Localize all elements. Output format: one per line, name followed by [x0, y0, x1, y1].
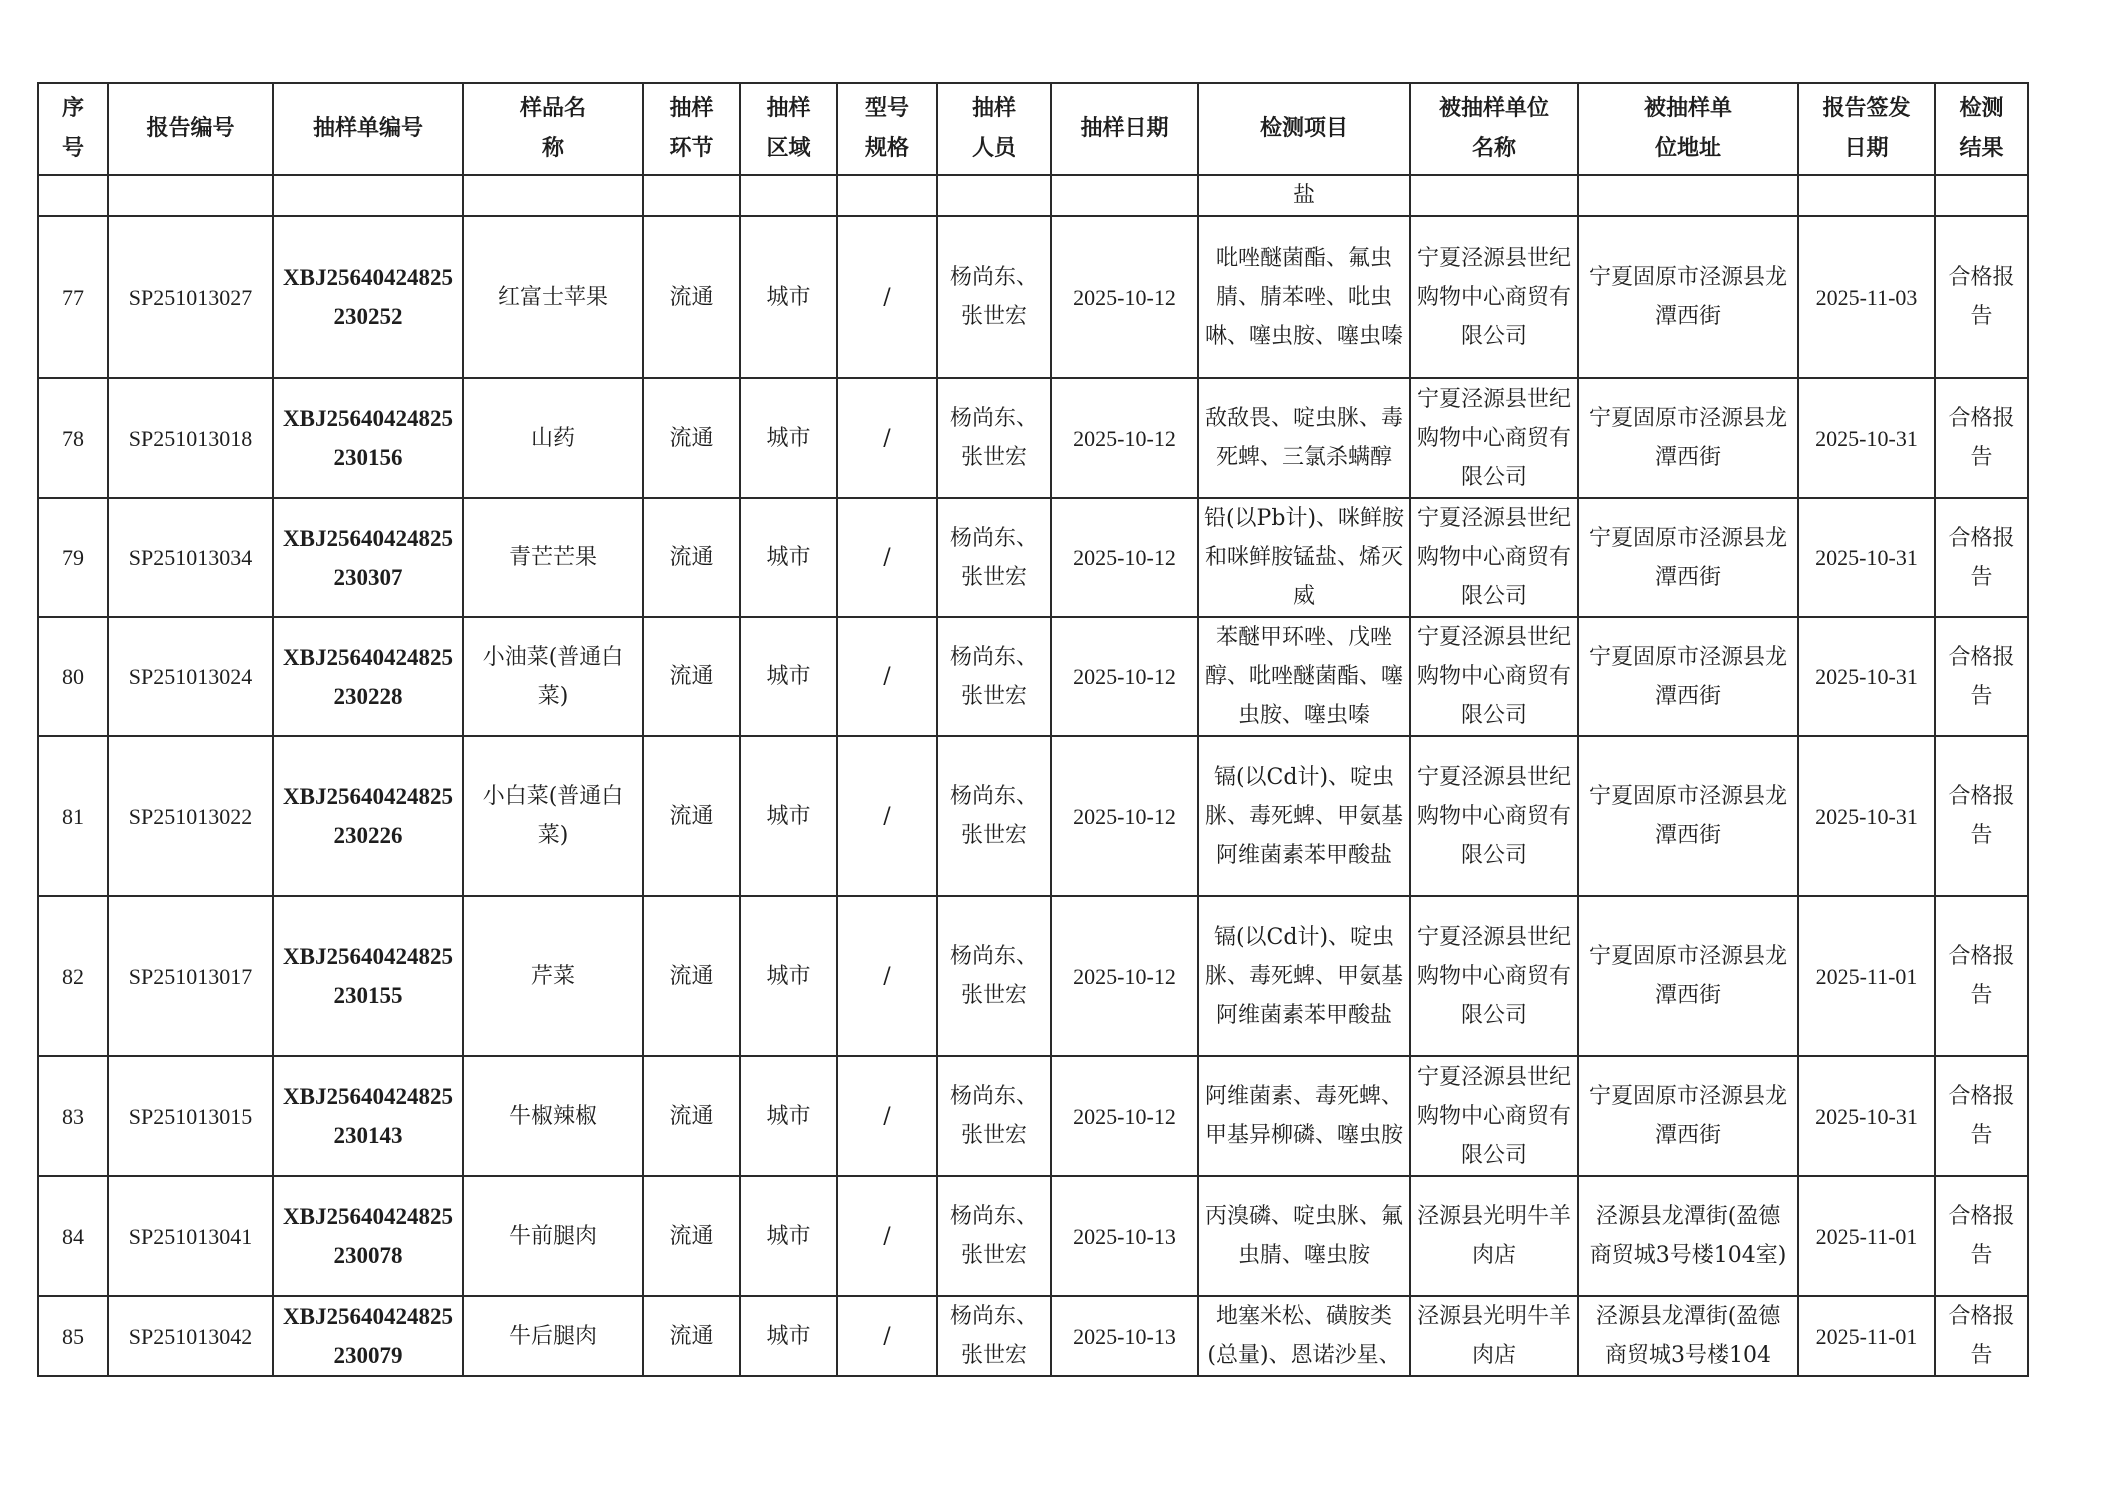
- cell-report-no: SP251013027: [108, 216, 273, 378]
- cell-sample-name: 牛前腿肉: [463, 1176, 643, 1296]
- header-sampler: 抽样人员: [937, 83, 1051, 175]
- cell-sample-date: 2025-10-12: [1051, 1056, 1198, 1176]
- header-sample-form-no: 抽样单编号: [273, 83, 463, 175]
- cell-empty: [273, 175, 463, 216]
- cell-unit-name: 宁夏泾源县世纪购物中心商贸有限公司: [1410, 896, 1578, 1056]
- cell-result: 合格报告: [1935, 896, 2028, 1056]
- cell-unit-address: 宁夏固原市泾源县龙潭西街: [1578, 896, 1798, 1056]
- cell-seq: 77: [38, 216, 108, 378]
- cell-seq: 79: [38, 498, 108, 617]
- cell-empty: [1410, 175, 1578, 216]
- cell-sample-name: 牛后腿肉: [463, 1296, 643, 1376]
- cell-report-no: SP251013042: [108, 1296, 273, 1376]
- cell-sample-stage: 流通: [643, 617, 740, 736]
- cell-test-items: 敌敌畏、啶虫脒、毒死蜱、三氯杀螨醇: [1198, 378, 1410, 498]
- table-row: [38, 736, 2028, 896]
- cell-test-items: 铅(以Pb计)、咪鲜胺和咪鲜胺锰盐、烯灭威: [1198, 498, 1410, 617]
- cell-test-items: 阿维菌素、毒死蜱、甲基异柳磷、噻虫胺: [1198, 1056, 1410, 1176]
- cell-sample-form-no: XBJ25640424825230143: [273, 1056, 463, 1176]
- cell-empty: [1051, 175, 1198, 216]
- cell-issue-date: 2025-10-31: [1798, 1056, 1935, 1176]
- cell-sample-name: 山药: [463, 378, 643, 498]
- cell-report-no: SP251013018: [108, 378, 273, 498]
- cell-sample-stage: 流通: [643, 896, 740, 1056]
- header-issue-date: 报告签发日期: [1798, 83, 1935, 175]
- cell-model-spec: /: [837, 1176, 937, 1296]
- cell-model-spec: /: [837, 378, 937, 498]
- cell-test-items: 地塞米松、磺胺类(总量)、恩诺沙星、: [1198, 1296, 1410, 1376]
- cell-sample-area: 城市: [740, 1296, 837, 1376]
- cell-sample-stage: 流通: [643, 1176, 740, 1296]
- inspection-results-table-container: [37, 82, 2029, 1377]
- cell-result: 合格报告: [1935, 617, 2028, 736]
- cell-test-items: 镉(以Cd计)、啶虫脒、毒死蜱、甲氨基阿维菌素苯甲酸盐: [1198, 736, 1410, 896]
- header-result: 检测结果: [1935, 83, 2028, 175]
- cell-result: 合格报告: [1935, 1296, 2028, 1376]
- cell-unit-address: 泾源县龙潭街(盈德商贸城3号楼104室): [1578, 1176, 1798, 1296]
- cell-result: 合格报告: [1935, 1176, 2028, 1296]
- cell-sample-date: 2025-10-12: [1051, 378, 1198, 498]
- cell-model-spec: /: [837, 1296, 937, 1376]
- cell-sample-name: 牛椒辣椒: [463, 1056, 643, 1176]
- cell-empty: [108, 175, 273, 216]
- table-row: [38, 216, 2028, 378]
- cell-result: 合格报告: [1935, 498, 2028, 617]
- cell-issue-date: 2025-11-01: [1798, 1176, 1935, 1296]
- cell-empty: [463, 175, 643, 216]
- cell-unit-name: 宁夏泾源县世纪购物中心商贸有限公司: [1410, 1056, 1578, 1176]
- cell-report-no: SP251013017: [108, 896, 273, 1056]
- cell-unit-address: 宁夏固原市泾源县龙潭西街: [1578, 1056, 1798, 1176]
- cell-sampler: 杨尚东、张世宏: [937, 1296, 1051, 1376]
- cell-unit-address: 宁夏固原市泾源县龙潭西街: [1578, 736, 1798, 896]
- table-header: [38, 83, 2028, 175]
- cell-sampler: 杨尚东、张世宏: [937, 896, 1051, 1056]
- cell-model-spec: /: [837, 1056, 937, 1176]
- cell-sample-area: 城市: [740, 378, 837, 498]
- cell-test-items: 吡唑醚菌酯、氟虫腈、腈苯唑、吡虫啉、噻虫胺、噻虫嗪: [1198, 216, 1410, 378]
- cell-unit-address: 宁夏固原市泾源县龙潭西街: [1578, 378, 1798, 498]
- cell-sample-date: 2025-10-12: [1051, 617, 1198, 736]
- header-sample-area: 抽样区域: [740, 83, 837, 175]
- cell-empty: [1798, 175, 1935, 216]
- cell-empty: [1935, 175, 2028, 216]
- cell-sample-name: 红富士苹果: [463, 216, 643, 378]
- cell-unit-name: 宁夏泾源县世纪购物中心商贸有限公司: [1410, 216, 1578, 378]
- cell-report-no: SP251013034: [108, 498, 273, 617]
- cell-sample-stage: 流通: [643, 1056, 740, 1176]
- cell-test-items: 丙溴磷、啶虫脒、氟虫腈、噻虫胺: [1198, 1176, 1410, 1296]
- cell-empty: [740, 175, 837, 216]
- cell-issue-date: 2025-11-03: [1798, 216, 1935, 378]
- cell-sampler: 杨尚东、张世宏: [937, 617, 1051, 736]
- cell-sample-form-no: XBJ25640424825230307: [273, 498, 463, 617]
- cell-result: 合格报告: [1935, 1056, 2028, 1176]
- cell-sample-area: 城市: [740, 216, 837, 378]
- cell-sample-area: 城市: [740, 736, 837, 896]
- cell-report-no: SP251013022: [108, 736, 273, 896]
- cell-sample-date: 2025-10-13: [1051, 1176, 1198, 1296]
- cell-unit-address: 宁夏固原市泾源县龙潭西街: [1578, 216, 1798, 378]
- cell-sampler: 杨尚东、张世宏: [937, 1056, 1051, 1176]
- header-unit-address: 被抽样单位地址: [1578, 83, 1798, 175]
- cell-model-spec: /: [837, 736, 937, 896]
- cell-unit-name: 泾源县光明牛羊肉店: [1410, 1296, 1578, 1376]
- cell-report-no: SP251013024: [108, 617, 273, 736]
- cell-empty: [643, 175, 740, 216]
- cell-seq: 81: [38, 736, 108, 896]
- header-sample-name: 样品名称: [463, 83, 643, 175]
- cell-result: 合格报告: [1935, 378, 2028, 498]
- cell-sample-area: 城市: [740, 896, 837, 1056]
- cell-seq: 78: [38, 378, 108, 498]
- cell-issue-date: 2025-10-31: [1798, 498, 1935, 617]
- header-seq: 序号: [38, 83, 108, 175]
- cell-result: 合格报告: [1935, 216, 2028, 378]
- cell-test-items: 苯醚甲环唑、戊唑醇、吡唑醚菌酯、噻虫胺、噻虫嗪: [1198, 617, 1410, 736]
- cell-model-spec: /: [837, 498, 937, 617]
- cell-sample-date: 2025-10-13: [1051, 1296, 1198, 1376]
- cell-sample-date: 2025-10-12: [1051, 498, 1198, 617]
- cell-unit-name: 宁夏泾源县世纪购物中心商贸有限公司: [1410, 617, 1578, 736]
- cell-sample-area: 城市: [740, 498, 837, 617]
- cell-report-no: SP251013041: [108, 1176, 273, 1296]
- cell-seq: 82: [38, 896, 108, 1056]
- table-body: [38, 175, 2028, 1376]
- cell-sample-form-no: XBJ25640424825230252: [273, 216, 463, 378]
- header-test-items: 检测项目: [1198, 83, 1410, 175]
- cell-unit-address: 宁夏固原市泾源县龙潭西街: [1578, 617, 1798, 736]
- cell-unit-address: 宁夏固原市泾源县龙潭西街: [1578, 498, 1798, 617]
- inspection-results-table: [37, 82, 2029, 1377]
- cell-sample-date: 2025-10-12: [1051, 216, 1198, 378]
- cell-sample-area: 城市: [740, 1056, 837, 1176]
- continuation-row: [38, 175, 2028, 216]
- cell-issue-date: 2025-10-31: [1798, 617, 1935, 736]
- cell-sample-form-no: XBJ25640424825230078: [273, 1176, 463, 1296]
- cell-sampler: 杨尚东、张世宏: [937, 216, 1051, 378]
- table-row: [38, 378, 2028, 498]
- cell-sample-stage: 流通: [643, 1296, 740, 1376]
- cell-issue-date: 2025-11-01: [1798, 896, 1935, 1056]
- table-row: [38, 498, 2028, 617]
- table-row: [38, 1056, 2028, 1176]
- cell-sample-stage: 流通: [643, 378, 740, 498]
- cell-empty: [1578, 175, 1798, 216]
- cell-issue-date: 2025-11-01: [1798, 1296, 1935, 1376]
- cell-sample-name: 小白菜(普通白菜): [463, 736, 643, 896]
- cell-unit-name: 宁夏泾源县世纪购物中心商贸有限公司: [1410, 378, 1578, 498]
- cell-sample-date: 2025-10-12: [1051, 896, 1198, 1056]
- cell-unit-name: 宁夏泾源县世纪购物中心商贸有限公司: [1410, 736, 1578, 896]
- cell-sample-area: 城市: [740, 1176, 837, 1296]
- cell-sample-name: 青芒芒果: [463, 498, 643, 617]
- cell-report-no: SP251013015: [108, 1056, 273, 1176]
- header-row: [38, 83, 2028, 175]
- cell-sample-area: 城市: [740, 617, 837, 736]
- cell-test-items-continuation: 盐: [1198, 175, 1410, 216]
- table-row: [38, 1296, 2028, 1376]
- cell-seq: 84: [38, 1176, 108, 1296]
- cell-unit-address: 泾源县龙潭街(盈德商贸城3号楼104: [1578, 1296, 1798, 1376]
- cell-result: 合格报告: [1935, 736, 2028, 896]
- cell-model-spec: /: [837, 896, 937, 1056]
- cell-sample-form-no: XBJ25640424825230156: [273, 378, 463, 498]
- table-row: [38, 1176, 2028, 1296]
- cell-sampler: 杨尚东、张世宏: [937, 736, 1051, 896]
- cell-empty: [937, 175, 1051, 216]
- table-row: [38, 896, 2028, 1056]
- cell-model-spec: /: [837, 617, 937, 736]
- cell-test-items: 镉(以Cd计)、啶虫脒、毒死蜱、甲氨基阿维菌素苯甲酸盐: [1198, 896, 1410, 1056]
- cell-sample-form-no: XBJ25640424825230226: [273, 736, 463, 896]
- cell-sampler: 杨尚东、张世宏: [937, 1176, 1051, 1296]
- cell-sampler: 杨尚东、张世宏: [937, 498, 1051, 617]
- cell-seq: 85: [38, 1296, 108, 1376]
- cell-empty: [837, 175, 937, 216]
- cell-sampler: 杨尚东、张世宏: [937, 378, 1051, 498]
- header-model-spec: 型号规格: [837, 83, 937, 175]
- header-sample-stage: 抽样环节: [643, 83, 740, 175]
- cell-sample-form-no: XBJ25640424825230228: [273, 617, 463, 736]
- table-row: [38, 617, 2028, 736]
- header-unit-name: 被抽样单位名称: [1410, 83, 1578, 175]
- cell-sample-stage: 流通: [643, 736, 740, 896]
- header-report-no: 报告编号: [108, 83, 273, 175]
- cell-sample-stage: 流通: [643, 498, 740, 617]
- cell-unit-name: 泾源县光明牛羊肉店: [1410, 1176, 1578, 1296]
- cell-sample-form-no: XBJ25640424825230155: [273, 896, 463, 1056]
- cell-issue-date: 2025-10-31: [1798, 736, 1935, 896]
- cell-seq: 80: [38, 617, 108, 736]
- cell-sample-stage: 流通: [643, 216, 740, 378]
- cell-model-spec: /: [837, 216, 937, 378]
- cell-empty: [38, 175, 108, 216]
- cell-issue-date: 2025-10-31: [1798, 378, 1935, 498]
- cell-sample-form-no: XBJ25640424825230079: [273, 1296, 463, 1376]
- cell-sample-name: 小油菜(普通白菜): [463, 617, 643, 736]
- cell-seq: 83: [38, 1056, 108, 1176]
- cell-unit-name: 宁夏泾源县世纪购物中心商贸有限公司: [1410, 498, 1578, 617]
- cell-sample-name: 芹菜: [463, 896, 643, 1056]
- header-sample-date: 抽样日期: [1051, 83, 1198, 175]
- cell-sample-date: 2025-10-12: [1051, 736, 1198, 896]
